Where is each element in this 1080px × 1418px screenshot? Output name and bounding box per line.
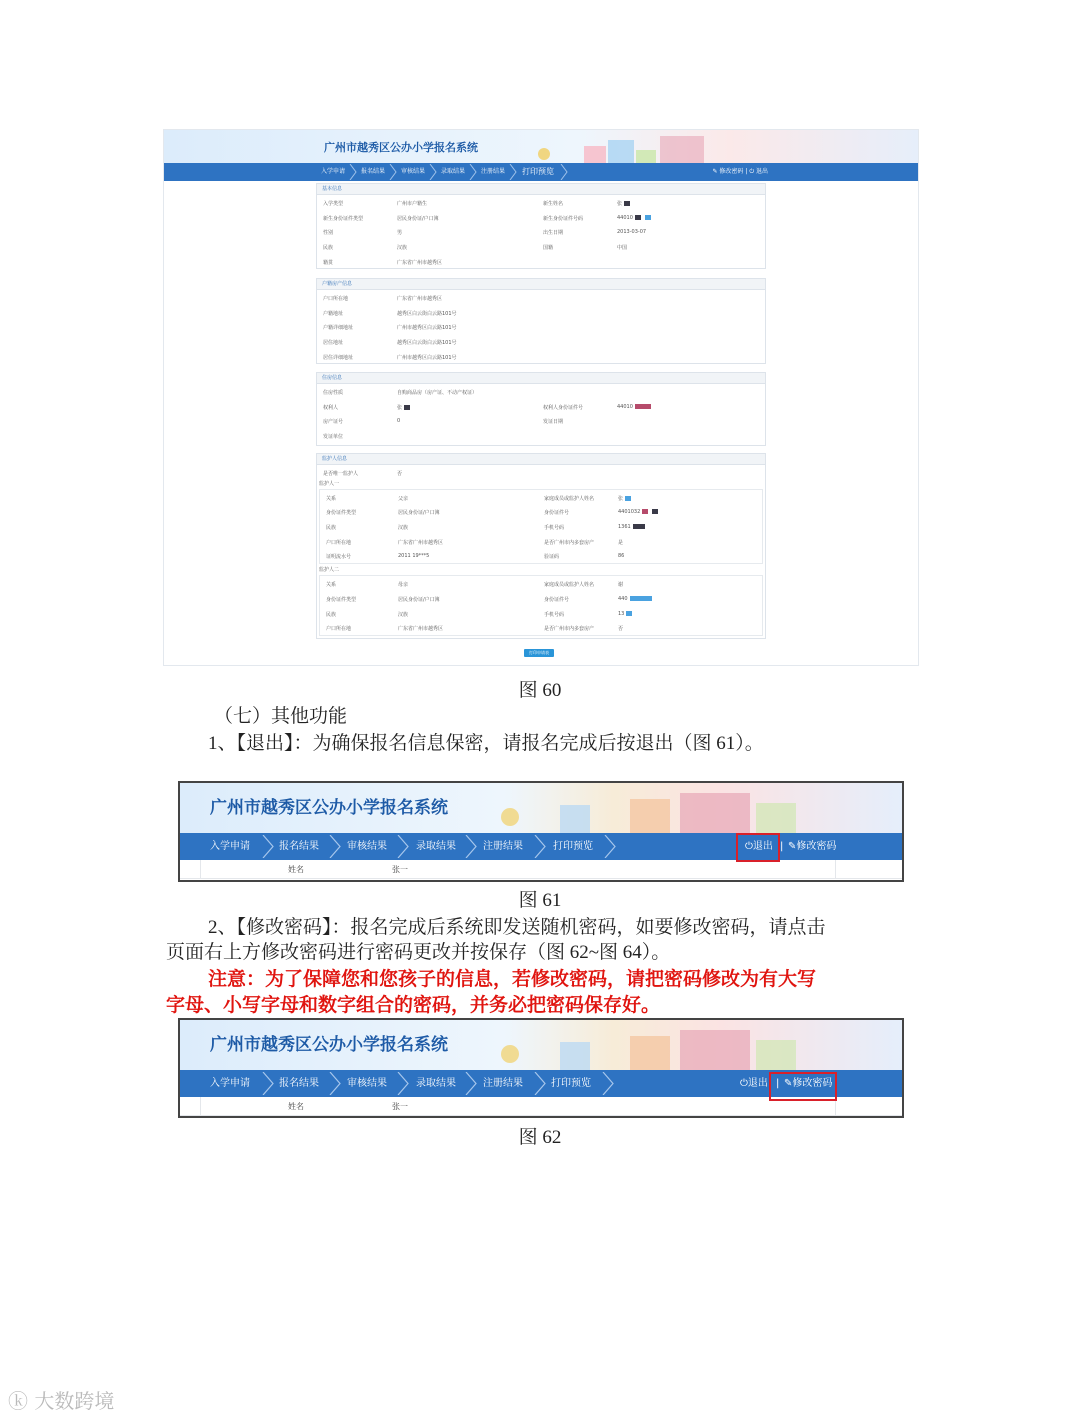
field-value: 谢 — [618, 582, 624, 589]
field-label: 权利人身份证件号 — [543, 404, 584, 411]
figure-61-screenshot — [178, 781, 904, 882]
name-value: 张一 — [392, 865, 408, 874]
field-label: 家庭成员或监护人姓名 — [544, 495, 595, 502]
nav-chevron-icon — [509, 164, 517, 180]
field-label: 民族 — [323, 245, 334, 252]
field-label: 性别 — [323, 230, 334, 237]
divider — [200, 860, 201, 878]
nav-review-result[interactable]: 审核结果 — [347, 841, 387, 852]
field-value: 广东省广州市越秀区 — [397, 259, 443, 266]
info-row — [320, 606, 762, 621]
nav-admission-result[interactable]: 录取结果 — [441, 168, 466, 175]
panel-header: 基本信息 — [317, 184, 765, 195]
residence-info-panel — [316, 372, 766, 446]
nav-register-result[interactable]: 注册结果 — [483, 1078, 523, 1089]
nav-register-result[interactable]: 注册结果 — [483, 841, 523, 852]
info-row — [320, 548, 762, 563]
field-value: 440 — [618, 596, 652, 602]
nav-signup-result[interactable]: 报名结果 — [361, 168, 386, 175]
info-row — [317, 254, 765, 269]
field-value: 男 — [397, 230, 403, 237]
info-row — [317, 305, 765, 320]
system-title: 广州市越秀区公办小学报名系统 — [324, 141, 478, 154]
warning-line1: 注意：为了保障您和您孩子的信息，若修改密码，请把密码修改为有大写 — [208, 969, 817, 990]
change-password-label: 修改密码 — [792, 1078, 833, 1089]
nav-print-preview[interactable]: 打印预览 — [551, 1078, 591, 1089]
field-label: 家庭成员或监护人姓名 — [544, 582, 595, 589]
info-row — [317, 428, 765, 443]
guardian-2-label: 监护人二 — [319, 567, 340, 574]
nav-admission-result[interactable]: 录取结果 — [416, 841, 456, 852]
system-banner — [180, 1020, 902, 1070]
field-label: 新生姓名 — [543, 201, 564, 207]
household-info-panel — [316, 278, 766, 364]
info-row — [320, 534, 762, 549]
info-row — [317, 239, 765, 254]
guardian-info-panel — [316, 453, 766, 639]
guardian-1-box — [319, 489, 763, 564]
paragraph-logout: 1、【退出】：为确保报名信息保密，请报名完成后按退出（图 61）。 — [208, 733, 764, 754]
system-title: 广州市越秀区公办小学报名系统 — [210, 1035, 448, 1055]
field-value: 汉族 — [398, 611, 409, 618]
info-row — [320, 490, 762, 505]
nav-chevron-icon — [465, 835, 477, 858]
field-value: 张 — [397, 404, 410, 411]
field-value: 汉族 — [397, 245, 408, 252]
info-row — [317, 224, 765, 239]
info-row — [317, 349, 765, 364]
guardian-2-box — [319, 575, 763, 636]
info-row — [320, 576, 762, 591]
field-label: 关系 — [326, 582, 337, 589]
info-row — [317, 399, 765, 414]
field-label: 关系 — [326, 495, 337, 502]
field-label: 居住详细地址 — [323, 354, 354, 361]
field-label: 民族 — [326, 525, 337, 532]
field-value: 44010 — [617, 404, 651, 410]
field-label: 户籍地址 — [323, 310, 344, 317]
nav-chevron-icon — [397, 835, 409, 858]
nav-admission-result[interactable]: 录取结果 — [416, 1078, 456, 1089]
info-row — [317, 465, 765, 480]
field-value: 广东省广州市越秀区 — [397, 296, 443, 302]
paragraph-change-password-line2: 页面右上方修改密码进行密码更改并按保存（图 62~图 64）。 — [166, 942, 671, 963]
logout-link[interactable]: 退出 — [755, 168, 768, 175]
field-label: 是否广州市内多套房产 — [544, 539, 595, 546]
field-label: 身份证件类型 — [326, 510, 357, 517]
field-value: 2013-03-07 — [617, 229, 647, 236]
nav-chevron-icon — [604, 835, 616, 858]
nav-chevron-icon — [329, 1072, 341, 1095]
name-row — [180, 860, 902, 879]
info-row — [317, 210, 765, 225]
field-label: 发证日期 — [543, 419, 564, 426]
info-row — [320, 504, 762, 519]
nav-chevron-icon — [262, 1072, 274, 1095]
banner-illustration — [480, 787, 810, 833]
field-value: 中国 — [617, 245, 628, 252]
power-icon: ⏻ — [745, 841, 753, 852]
logout-highlight-box — [736, 833, 780, 862]
nav-print-preview[interactable]: 打印预览 — [522, 167, 554, 176]
nav-chevron-icon — [560, 164, 568, 180]
power-icon: ⏻ — [740, 1078, 748, 1089]
info-row — [317, 384, 765, 399]
system-banner — [180, 783, 902, 833]
pencil-icon: ✎ — [712, 168, 718, 175]
field-label: 出生日期 — [543, 230, 564, 237]
field-label: 验证码 — [544, 554, 560, 561]
watermark-text: 大数跨境 — [34, 1389, 115, 1413]
field-value: 1361 — [618, 524, 645, 530]
system-banner — [164, 130, 918, 163]
logo-icon: ⓚ — [8, 1389, 28, 1413]
logout-label: 退出 — [752, 841, 773, 852]
field-value: 44010 — [617, 215, 651, 221]
field-label: 手机号码 — [544, 611, 565, 618]
field-value: 2011 19***5 — [398, 553, 430, 560]
figure-62-screenshot — [178, 1018, 904, 1118]
nav-chevron-icon — [429, 164, 437, 180]
field-value: 父亲 — [398, 495, 409, 502]
field-label: 入学类型 — [323, 201, 344, 207]
info-row — [320, 519, 762, 534]
field-label: 国籍 — [543, 245, 554, 252]
field-label: 住房性质 — [323, 390, 344, 396]
nav-chevron-icon — [602, 1072, 614, 1095]
change-password-link[interactable]: 修改密码 — [719, 168, 744, 175]
nav-chevron-icon — [469, 164, 477, 180]
watermark — [8, 1385, 114, 1414]
change-password-label: 修改密码 — [796, 841, 837, 852]
nav-chevron-icon — [534, 835, 546, 858]
paragraph-change-password-line1: 2、【修改密码】：报名完成后系统即发送随机密码，如要修改密码，请点击 — [208, 917, 826, 938]
nav-print-preview[interactable]: 打印预览 — [553, 841, 593, 852]
field-label: 身份证件号 — [544, 510, 570, 517]
field-label: 新生身份证件号码 — [543, 215, 584, 222]
field-value: 否 — [618, 626, 624, 633]
field-value: 自购商品房（房产证、不动产权证） — [397, 390, 478, 396]
section-title: （七）其他功能 — [214, 706, 348, 727]
field-value: 张 — [618, 495, 631, 502]
pencil-icon: ✎ — [788, 841, 797, 852]
field-label: 户口所在地 — [323, 296, 349, 302]
panel-header: 监护人信息 — [317, 454, 765, 465]
name-label: 姓名 — [288, 1102, 304, 1111]
field-value: 是 — [618, 539, 624, 546]
field-label: 权利人 — [323, 404, 339, 411]
field-value: 居民身份证/户口簿 — [398, 596, 440, 603]
nav-review-result[interactable]: 审核结果 — [347, 1078, 387, 1089]
field-value: 张 — [617, 200, 630, 207]
field-value: 母亲 — [398, 582, 409, 589]
warning-line2: 字母、小写字母和数字组合的密码，并务必把密码保存好。 — [166, 995, 661, 1016]
basic-info-panel — [316, 183, 766, 269]
field-label: 居住地址 — [323, 340, 344, 347]
field-value: 居民身份证/户口簿 — [397, 215, 439, 222]
main-nav-bar — [164, 163, 918, 181]
info-row — [317, 334, 765, 349]
field-value: 汉族 — [398, 525, 409, 532]
info-row — [317, 413, 765, 428]
nav-separator: | — [780, 841, 784, 852]
name-value: 张一 — [392, 1102, 408, 1111]
logout-label: 退出 — [747, 1078, 768, 1089]
nav-chevron-icon — [534, 1072, 546, 1095]
field-value: 居民身份证/户口簿 — [398, 510, 440, 517]
divider — [200, 1097, 201, 1115]
system-title: 广州市越秀区公办小学报名系统 — [210, 798, 448, 818]
info-row — [320, 620, 762, 635]
name-label: 姓名 — [288, 865, 304, 874]
field-label: 户口所在地 — [326, 626, 352, 633]
figure-60-screenshot — [163, 129, 919, 666]
panel-header: 住房信息 — [317, 373, 765, 384]
change-password-link[interactable] — [788, 833, 836, 860]
nav-enroll-apply[interactable]: 入学申请 — [210, 1078, 250, 1089]
field-label: 发证单位 — [323, 434, 344, 441]
info-row — [317, 290, 765, 305]
field-label: 民族 — [326, 611, 337, 618]
figure-62-caption: 图 62 — [518, 1127, 562, 1148]
nav-chevron-icon — [397, 1072, 409, 1095]
nav-chevron-icon — [329, 835, 341, 858]
nav-chevron-icon — [465, 1072, 477, 1095]
field-value: 越秀区白云街白云路101号 — [397, 310, 457, 317]
info-row — [320, 591, 762, 606]
field-value: 广州市越秀区白云路101号 — [397, 325, 457, 332]
figure-61-caption: 图 61 — [518, 890, 562, 911]
nav-review-result[interactable]: 审核结果 — [401, 168, 426, 175]
field-value: 0 — [397, 418, 401, 425]
pencil-icon: ✎ — [784, 1078, 793, 1089]
field-label: 是否唯一监护人 — [323, 471, 359, 477]
nav-chevron-icon — [389, 164, 397, 180]
nav-enroll-apply[interactable]: 入学申请 — [210, 841, 250, 852]
field-label: 户口所在地 — [326, 539, 352, 546]
field-value: 86 — [618, 553, 625, 560]
field-value: 广州市户籍生 — [397, 201, 428, 207]
change-password-highlight-box — [769, 1072, 837, 1101]
logout-link[interactable] — [740, 1070, 768, 1097]
field-label: 身份证件类型 — [326, 596, 357, 603]
field-label: 籍贯 — [323, 259, 334, 266]
field-label: 身份证件号 — [544, 596, 570, 603]
nav-signup-result[interactable]: 报名结果 — [279, 841, 319, 852]
field-value: 13 — [618, 611, 632, 617]
nav-chevron-icon — [349, 164, 357, 180]
nav-right-links — [712, 163, 768, 181]
field-label: 房产证号 — [323, 419, 344, 426]
field-value: 广州市越秀区白云路101号 — [397, 354, 457, 361]
panel-header: 户籍房产信息 — [317, 279, 765, 290]
divider — [835, 860, 836, 878]
field-value: 越秀区白云街白云路101号 — [397, 340, 457, 347]
field-label: 户籍详细地址 — [323, 325, 354, 332]
main-nav-bar — [180, 833, 902, 860]
nav-separator: | — [776, 1078, 780, 1089]
field-label: 手机号码 — [544, 525, 565, 532]
field-value: 4401032 — [618, 509, 658, 515]
nav-separator: | — [745, 168, 748, 175]
guardian-1-label: 监护人一 — [319, 480, 340, 487]
banner-illustration — [480, 1024, 810, 1070]
nav-signup-result[interactable]: 报名结果 — [279, 1078, 319, 1089]
field-value: 广东省广州市越秀区 — [398, 539, 444, 546]
figure-60-caption: 图 60 — [518, 680, 562, 701]
field-label: 证明流水号 — [326, 554, 352, 561]
field-label: 新生身份证件类型 — [323, 215, 364, 222]
power-icon: ⏻ — [749, 168, 755, 175]
nav-chevron-icon — [262, 835, 274, 858]
banner-illustration — [524, 132, 724, 163]
field-value: 否 — [397, 471, 403, 477]
field-label: 是否广州市内多套房产 — [544, 626, 595, 633]
print-application-button[interactable]: 打印申请表 — [524, 649, 554, 657]
nav-register-result[interactable]: 注册结果 — [481, 168, 506, 175]
nav-enroll-apply[interactable]: 入学申请 — [321, 168, 346, 175]
info-row — [317, 195, 765, 210]
field-value: 广东省广州市越秀区 — [398, 626, 444, 633]
info-row — [317, 319, 765, 334]
